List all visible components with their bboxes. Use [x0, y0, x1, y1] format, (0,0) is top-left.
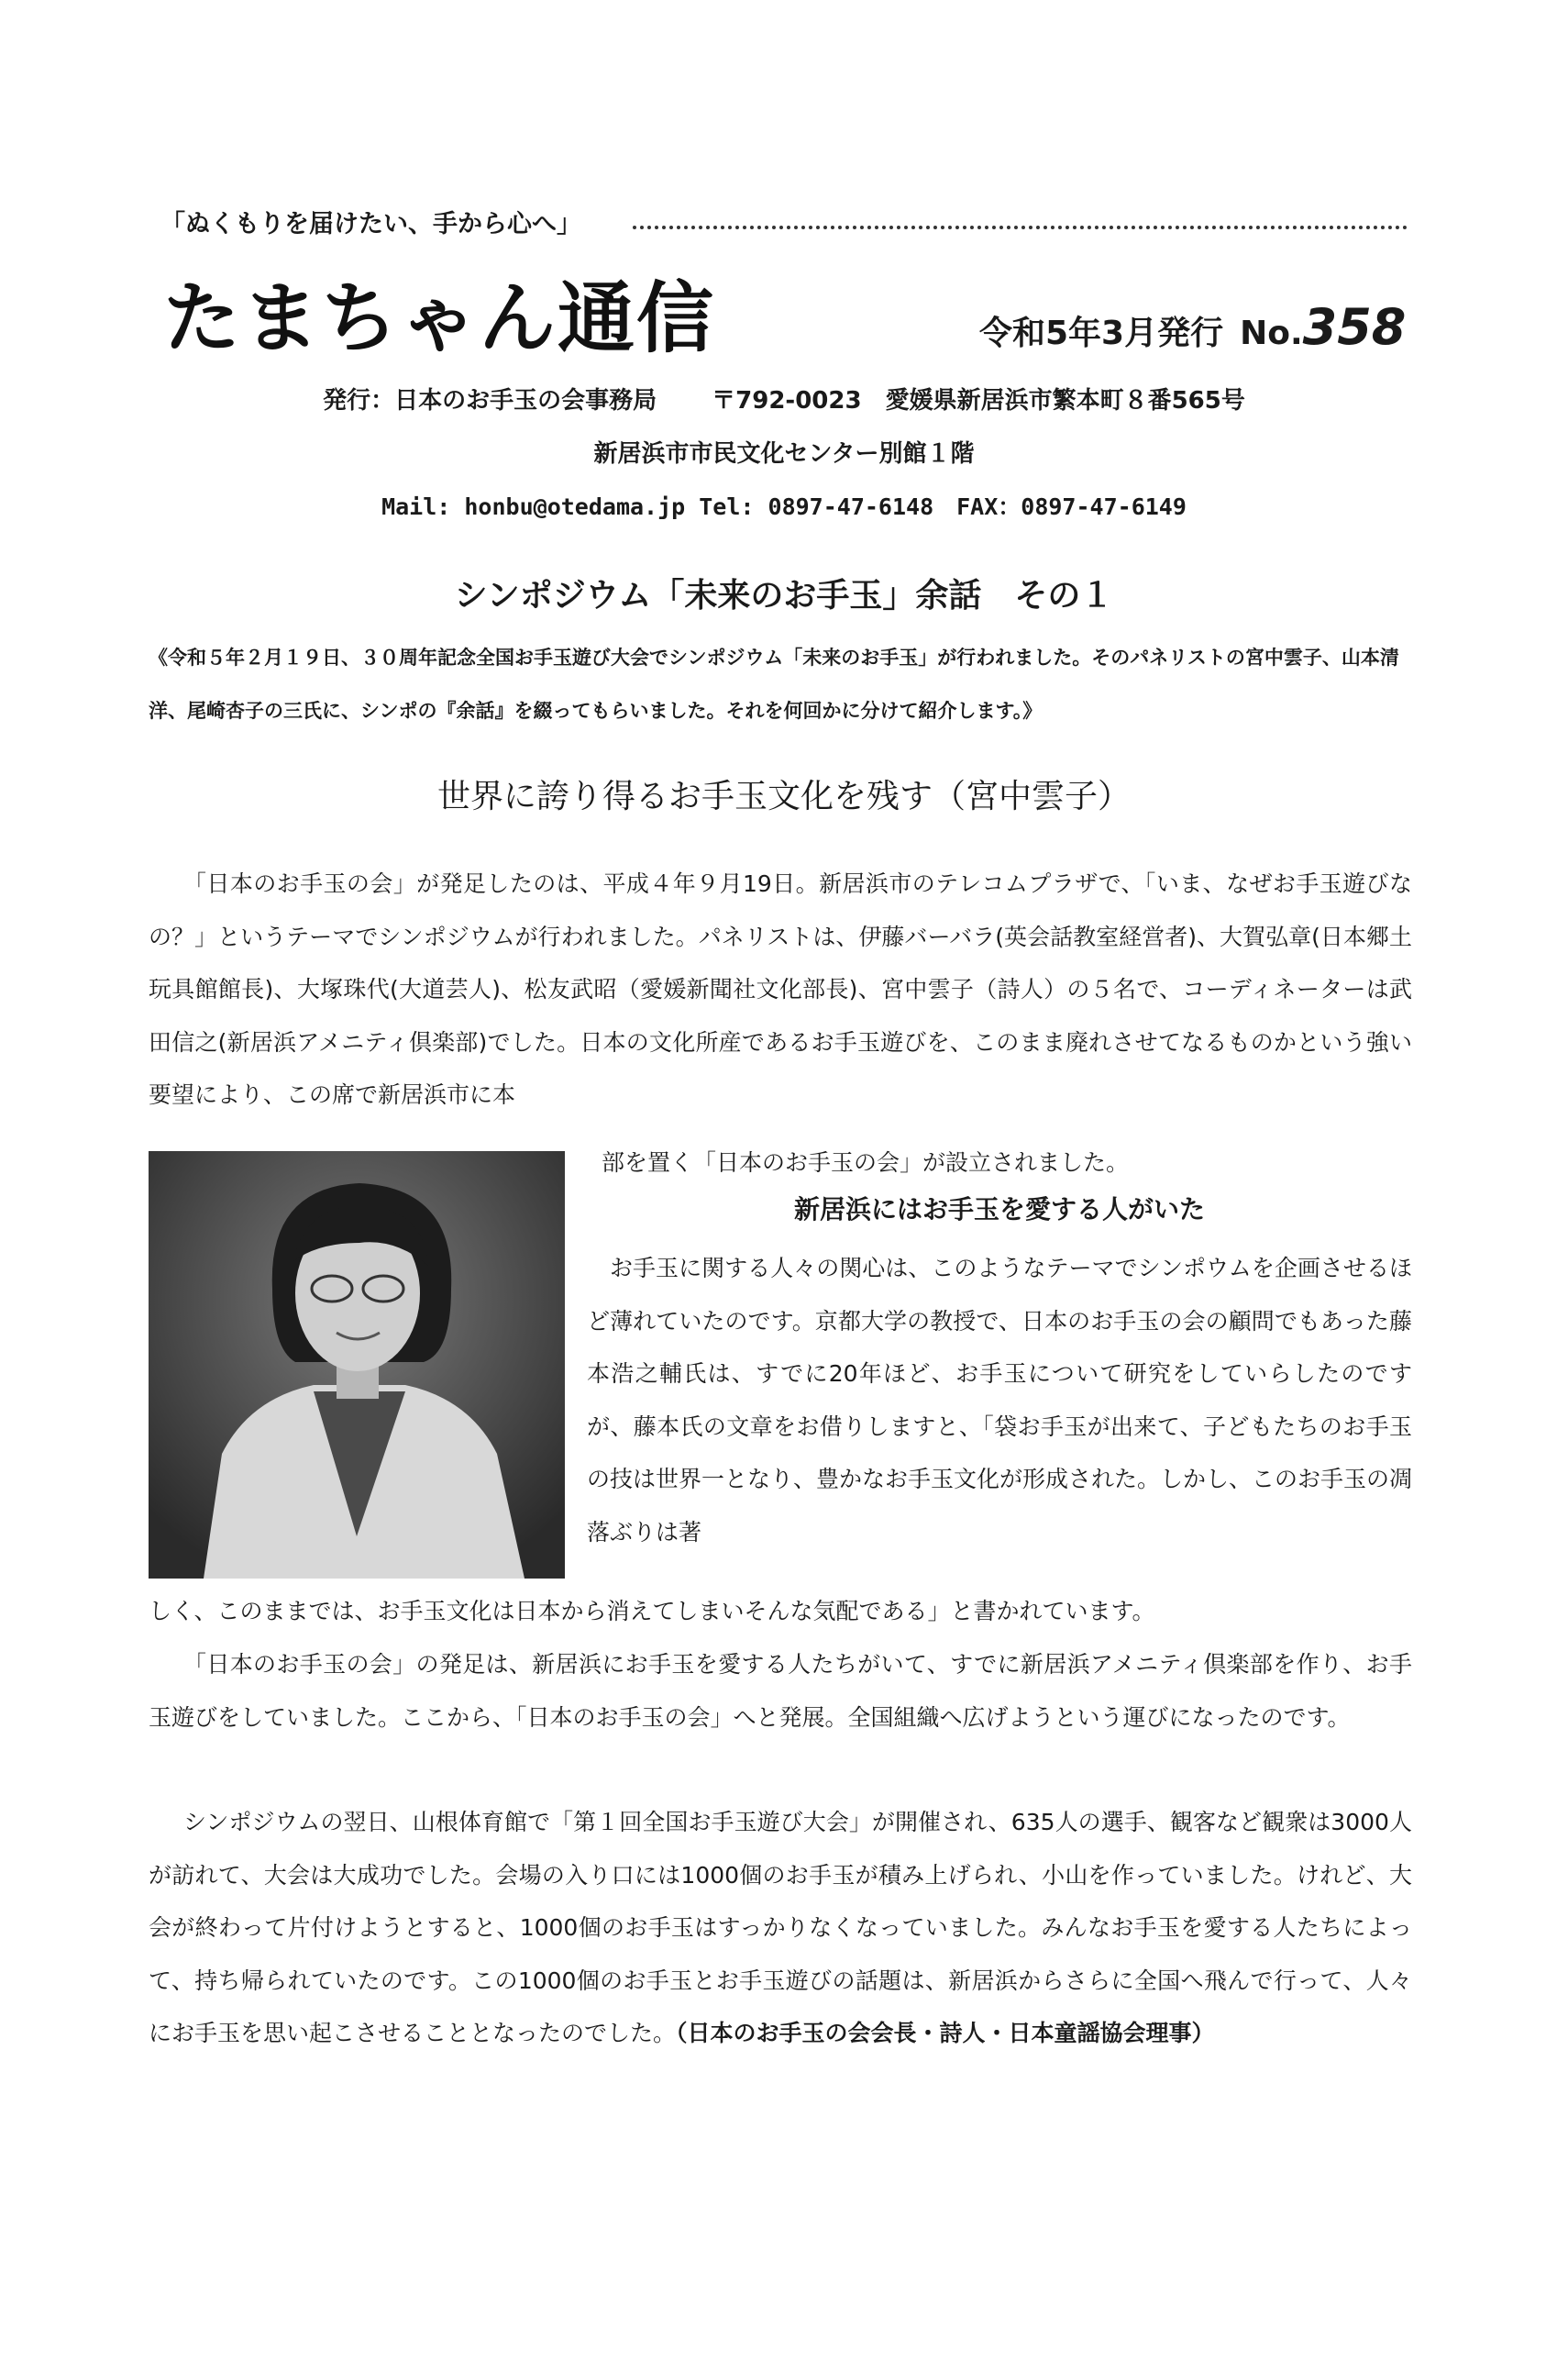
tagline: 「ぬくもりを届けたい、手から心へ」: [160, 210, 581, 238]
issue-info: [979, 298, 1406, 356]
article-title: シンポジウム「未来のお手玉」余話 その１: [454, 577, 1114, 615]
paragraph-4: [149, 1796, 1412, 2060]
paragraph-1-end: 部を置く「日本のお手玉の会」が設立されました。: [602, 1149, 1130, 1176]
author-signature: （日本のお手玉の会会長・詩人・日本童謡協会理事）: [676, 2020, 1215, 2047]
article-subtitle: 世界に誇り得るお手玉文化を残す（宮中雲子）: [436, 778, 1131, 815]
article-intro: 《令和５年２月１９日、３０周年記念全国お手玉遊び大会でシンポジウム「未来のお手玉」が行われました。そのパネリストの宮中雲子、山本清洋、尾崎杏子の三氏に、シンポの『余話』を綴ってもらいました。それを何回かに分けて紹介します。》: [149, 647, 1399, 722]
address-line-2: 新居浜市市民文化センター別館１階: [593, 440, 975, 468]
paragraph-2-end: しく、このままでは、お手玉文化は日本から消えてしまいそんな気配である」と書かれています。: [149, 1598, 1155, 1624]
newsletter-title: たまちゃん通信: [163, 272, 716, 363]
publisher-line: [0, 382, 1568, 415]
dotted-rule: [633, 226, 1408, 229]
portrait-illustration: [149, 1151, 565, 1579]
section-heading: 新居浜にはお手玉を愛する人がいた: [793, 1194, 1205, 1224]
paragraph-1: 「日本のお手玉の会」が発足したのは、平成４年９月19日。新居浜市のテレコムプラザで、「いま、なぜお手玉遊びなの？」というテーマでシンポジウムが行われました。パネリストは、伊藤バーバラ(英会話教室経営者)、大賀弘章(日本郷土玩具館館長)、大塚珠代(大道芸人)、松友武昭（愛媛新聞社文化部長)、宮中雲子（詩人）の５名で、コーディネーターは武田信之(新居浜アメニティ倶楽部)でした。日本の文化所産であるお手玉遊びを、このまま廃れさせてなるものかという強い要望により、この席で新居浜市に本: [149, 870, 1412, 1109]
issue-number: 358: [1302, 298, 1407, 356]
address: 〒792-0023 愛媛県新居浜市繁本町８番565号: [712, 387, 1245, 415]
paragraph-4-text: シンポジウムの翌日、山根体育館で「第１回全国お手玉遊び大会」が開催され、635人の選手、観客など観衆は3000人が訪れて、大会は大成功でした。会場の入り口には1000個のお手玉が積み上げられ、小山を作っていました。けれど、大会が終わって片付けようとすると、1000個のお手玉はすっかりなくなっていました。みんなお手玉を愛する人たちによって、持ち帰られていたのです。この1000個のお手玉とお手玉遊びの話題は、新居浜からさらに全国へ飛んで行って、人々にお手玉を思い起こさせることとなったのでした。: [149, 1809, 1412, 2047]
issue-date: 令和5年3月発行: [979, 315, 1224, 352]
contact-line: Mail: honbu@otedama.jp Tel: 0897-47-6148 FAX：0897-47-6149: [381, 493, 1187, 520]
issue-no-label: No.: [1240, 315, 1303, 352]
paragraph-3: 「日本のお手玉の会」の発足は、新居浜にお手玉を愛する人たちがいて、すでに新居浜アメニティ倶楽部を作り、お手玉遊びをしていました。ここから、「日本のお手玉の会」へと発展。全国組織へ広げようという運びになったのです。: [149, 1651, 1412, 1731]
paragraph-2: お手玉に関する人々の関心は、このようなテーマでシンポウムを企画させるほど薄れていたのです。京都大学の教授で、日本のお手玉の会の顧問でもあった藤本浩之輔氏は、すでに20年ほど、お手玉について研究をしていらしたのですが、藤本氏の文章をお借りしますと、「袋お手玉が出来て、子どもたちのお手玉の技は世界一となり、豊かなお手玉文化が形成された。しかし、このお手玉の凋落ぶりは著: [587, 1255, 1413, 1546]
author-photo: [149, 1151, 565, 1579]
publisher: 発行：日本のお手玉の会事務局: [323, 387, 657, 415]
